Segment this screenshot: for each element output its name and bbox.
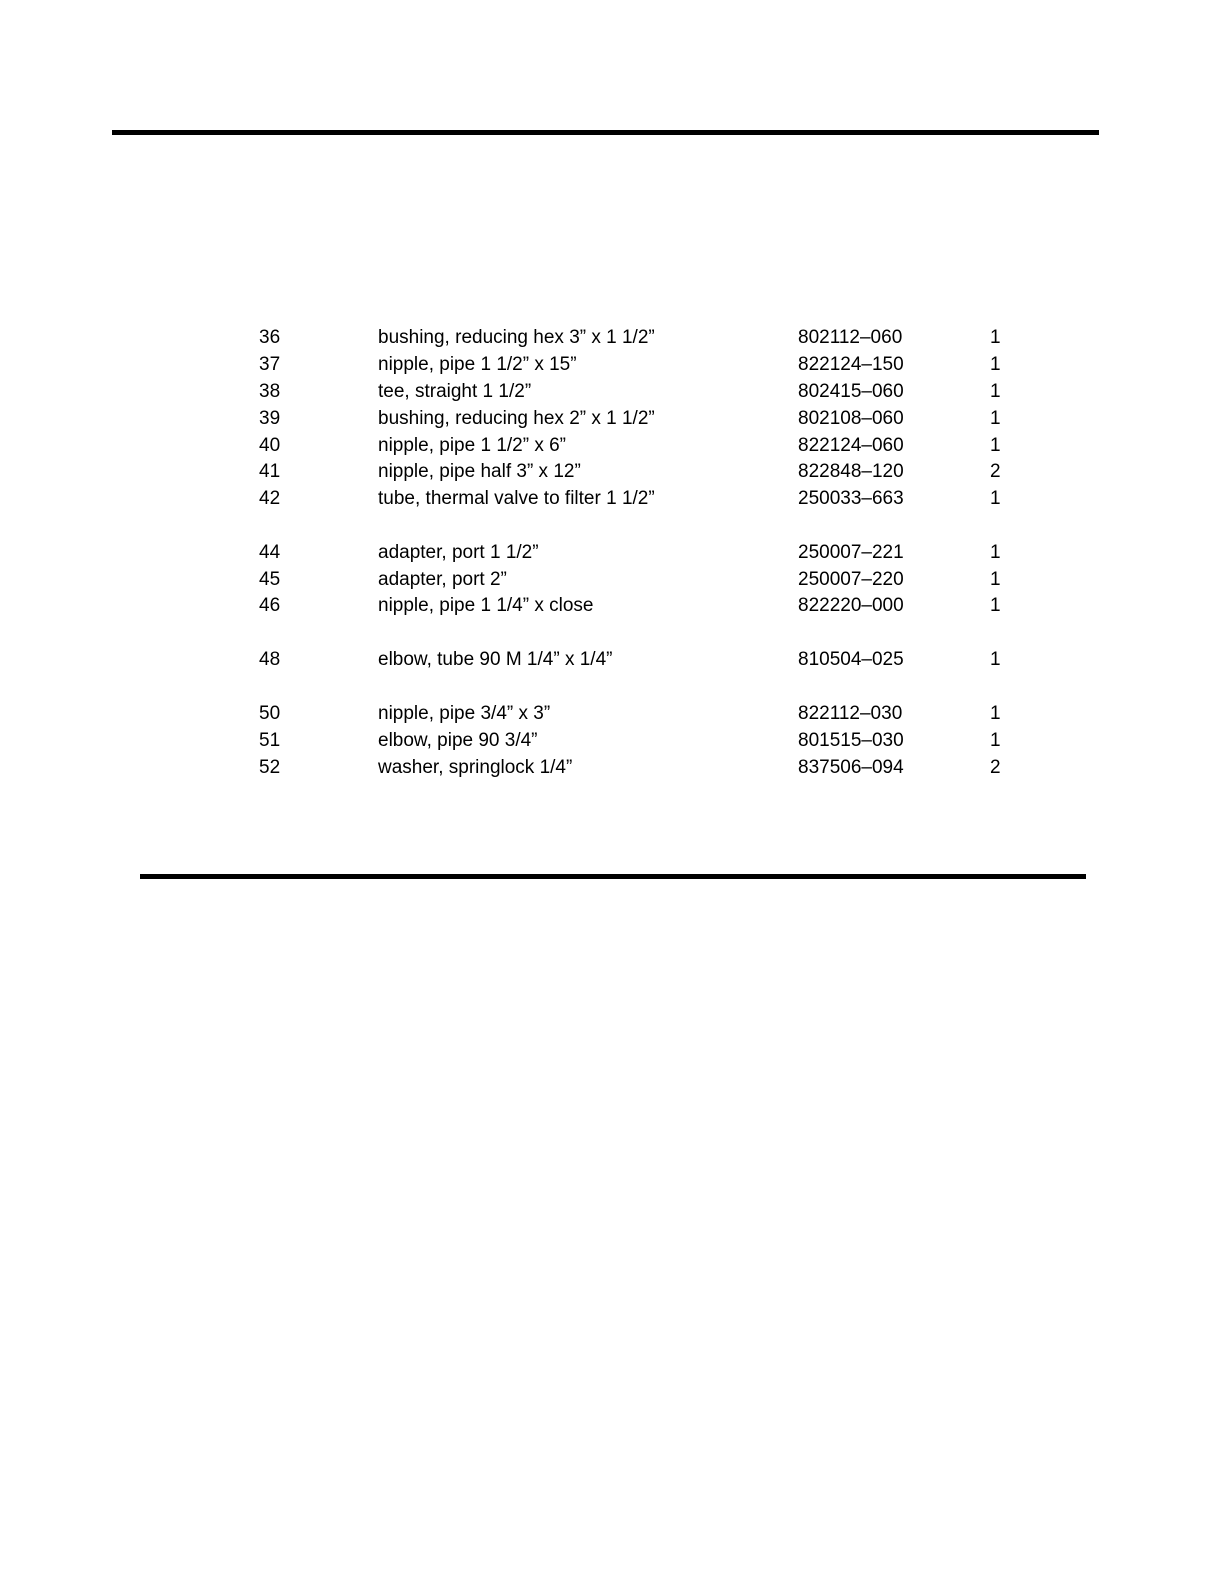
parts-row [0, 727, 1224, 754]
item-number: 51 [259, 730, 281, 751]
part-number: 822124–060 [798, 435, 904, 456]
quantity: 1 [990, 542, 1001, 563]
parts-row [0, 458, 1224, 485]
part-description: adapter, port 1 1/2” [378, 542, 539, 563]
quantity: 1 [990, 408, 1001, 429]
part-description: nipple, pipe 1 1/2” x 15” [378, 354, 577, 375]
part-description: nipple, pipe 1 1/4” x close [378, 595, 594, 616]
item-number: 38 [259, 381, 281, 402]
part-number: 802112–060 [798, 327, 903, 348]
part-description: nipple, pipe half 3” x 12” [378, 461, 581, 482]
part-description: elbow, tube 90 M 1/4” x 1/4” [378, 649, 613, 670]
parts-row [0, 432, 1224, 459]
quantity: 1 [990, 488, 1001, 509]
parts-row [0, 700, 1224, 727]
item-number: 40 [259, 435, 281, 456]
part-description: nipple, pipe 3/4” x 3” [378, 703, 551, 724]
part-number: 250007–220 [798, 569, 904, 590]
part-description: washer, springlock 1/4” [378, 757, 573, 778]
item-number: 41 [259, 461, 281, 482]
parts-row [0, 566, 1224, 593]
parts-row [0, 485, 1224, 512]
item-number: 44 [259, 542, 281, 563]
quantity: 1 [990, 595, 1001, 616]
part-description: elbow, pipe 90 3/4” [378, 730, 538, 751]
quantity: 1 [990, 354, 1001, 375]
item-number: 37 [259, 354, 281, 375]
part-number: 822112–030 [798, 703, 903, 724]
bottom-rule [140, 874, 1086, 879]
part-description: nipple, pipe 1 1/2” x 6” [378, 435, 567, 456]
part-number: 250033–663 [798, 488, 904, 509]
parts-row [0, 592, 1224, 619]
quantity: 1 [990, 381, 1001, 402]
part-number: 810504–025 [798, 649, 904, 670]
part-number: 801515–030 [798, 730, 904, 751]
parts-row [0, 646, 1224, 673]
part-number: 802108–060 [798, 408, 904, 429]
item-number: 45 [259, 569, 281, 590]
item-number: 48 [259, 649, 281, 670]
parts-row [0, 378, 1224, 405]
part-number: 802415–060 [798, 381, 904, 402]
item-number: 50 [259, 703, 281, 724]
quantity: 1 [990, 649, 1001, 670]
item-number: 36 [259, 327, 281, 348]
quantity: 1 [990, 569, 1001, 590]
quantity: 1 [990, 703, 1001, 724]
part-description: tee, straight 1 1/2” [378, 381, 532, 402]
quantity: 1 [990, 435, 1001, 456]
item-number: 52 [259, 757, 281, 778]
quantity: 1 [990, 730, 1001, 751]
parts-row [0, 539, 1224, 566]
parts-row [0, 351, 1224, 378]
parts-row [0, 754, 1224, 781]
item-number: 46 [259, 595, 281, 616]
quantity: 2 [990, 757, 1001, 778]
part-description: bushing, reducing hex 3” x 1 1/2” [378, 327, 655, 348]
item-number: 39 [259, 408, 281, 429]
part-description: bushing, reducing hex 2” x 1 1/2” [378, 408, 655, 429]
part-number: 822848–120 [798, 461, 904, 482]
part-number: 822220–000 [798, 595, 904, 616]
parts-row [0, 324, 1224, 351]
item-number: 42 [259, 488, 281, 509]
parts-row [0, 405, 1224, 432]
part-number: 822124–150 [798, 354, 904, 375]
part-number: 250007–221 [798, 542, 904, 563]
part-description: tube, thermal valve to filter 1 1/2” [378, 488, 655, 509]
quantity: 2 [990, 461, 1001, 482]
part-description: adapter, port 2” [378, 569, 507, 590]
part-number: 837506–094 [798, 757, 904, 778]
quantity: 1 [990, 327, 1001, 348]
